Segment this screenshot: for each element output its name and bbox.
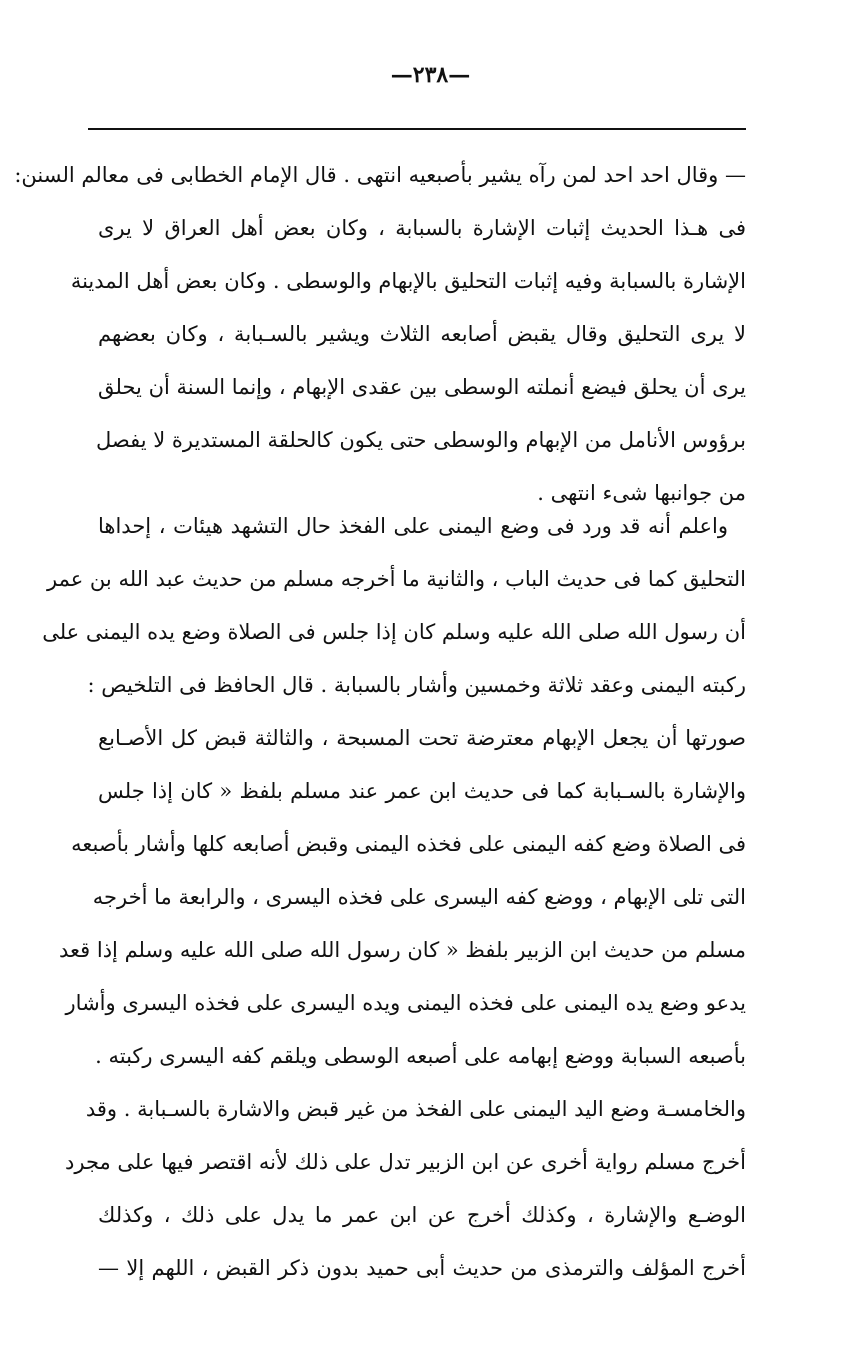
text-line: أن رسول الله صلى الله عليه وسلم كان إذا جلس فى الصلاة وضع يده اليمنى على bbox=[42, 620, 746, 644]
page-number: —٢٣٨— bbox=[390, 62, 471, 88]
text-line: يدعو وضع يده اليمنى على فخذه اليمنى ويده اليسرى على فخذه اليسرى وأشار bbox=[65, 991, 746, 1015]
text-line: من جوانبها شىء انتهى . bbox=[537, 481, 746, 505]
text-line: أخرج مسلم رواية أخرى عن ابن الزبير تدل على ذلك لأنه اقتصر فيها على مجرد bbox=[65, 1150, 746, 1174]
text-line: التى تلى الإبهام ، ووضع كفه اليسرى على فخذه اليسرى ، والرابعة ما أخرجه bbox=[92, 885, 746, 909]
text-line: والخامسـة وضع اليد اليمنى على الفخذ من غير قبض والاشارة بالسـبابة . وقد bbox=[85, 1097, 746, 1121]
text-line: برؤوس الأنامل من الإبهام والوسطى حتى يكون كالحلقة المستديرة لا يفصل bbox=[95, 428, 746, 452]
text-line: فى هـذا الحديث إثبات الإشارة بالسبابة ، وكان بعض أهل العراق لا يرى bbox=[98, 216, 746, 240]
text-line: مسلم من حديث ابن الزبير بلفظ « كان رسول الله صلى الله عليه وسلم إذا قعد bbox=[59, 938, 746, 962]
text-line: واعلم أنه قد ورد فى وضع اليمنى على الفخذ حال التشهد هيئات ، إحداها bbox=[98, 514, 728, 538]
text-line: لا يرى التحليق وقال يقبض أصابعه الثلاث ويشير بالسـبابة ، وكان بعضهم bbox=[98, 322, 746, 346]
text-line: يرى أن يحلق فيضع أنملته الوسطى بين عقدى الإبهام ، وإنما السنة أن يحلق bbox=[98, 375, 746, 399]
text-line: الإشارة بالسبابة وفيه إثبات التحليق بالإبهام والوسطى . وكان بعض أهل المدينة bbox=[70, 269, 746, 293]
text-line: صورتها أن يجعل الإبهام معترضة تحت المسبحة ، والثالثة قبض كل الأصـابع bbox=[98, 726, 746, 750]
text-line: والإشارة بالسـبابة كما فى حديث ابن عمر عند مسلم بلفظ « كان إذا جلس bbox=[98, 779, 746, 803]
header-rule bbox=[88, 128, 746, 130]
text-line: أخرج المؤلف والترمذى من حديث أبى حميد بدون ذكر القبض ، اللهم إلا — bbox=[98, 1256, 746, 1280]
text-line: التحليق كما فى حديث الباب ، والثانية ما أخرجه مسلم من حديث عبد الله بن عمر bbox=[47, 567, 746, 591]
text-line: الوضـع والإشارة ، وكذلك أخرج عن ابن عمر ما يدل على ذلك ، وكذلك bbox=[98, 1203, 746, 1227]
text-line: بأصبعه السبابة ووضع إبهامه على أصبعه الوسطى ويلقم كفه اليسرى ركبته . bbox=[95, 1044, 746, 1068]
text-line: فى الصلاة وضع كفه اليمنى على فخذه اليمنى وقبض أصابعه كلها وأشار بأصبعه bbox=[71, 832, 746, 856]
text-line: ركبته اليمنى وعقد ثلاثة وخمسين وأشار بالسبابة . قال الحافظ فى التلخيص : bbox=[87, 673, 746, 697]
text-line: — وقال احد احد لمن رآه يشير بأصبعيه انتهى . قال الإمام الخطابى فى معالم السنن: bbox=[14, 163, 746, 187]
